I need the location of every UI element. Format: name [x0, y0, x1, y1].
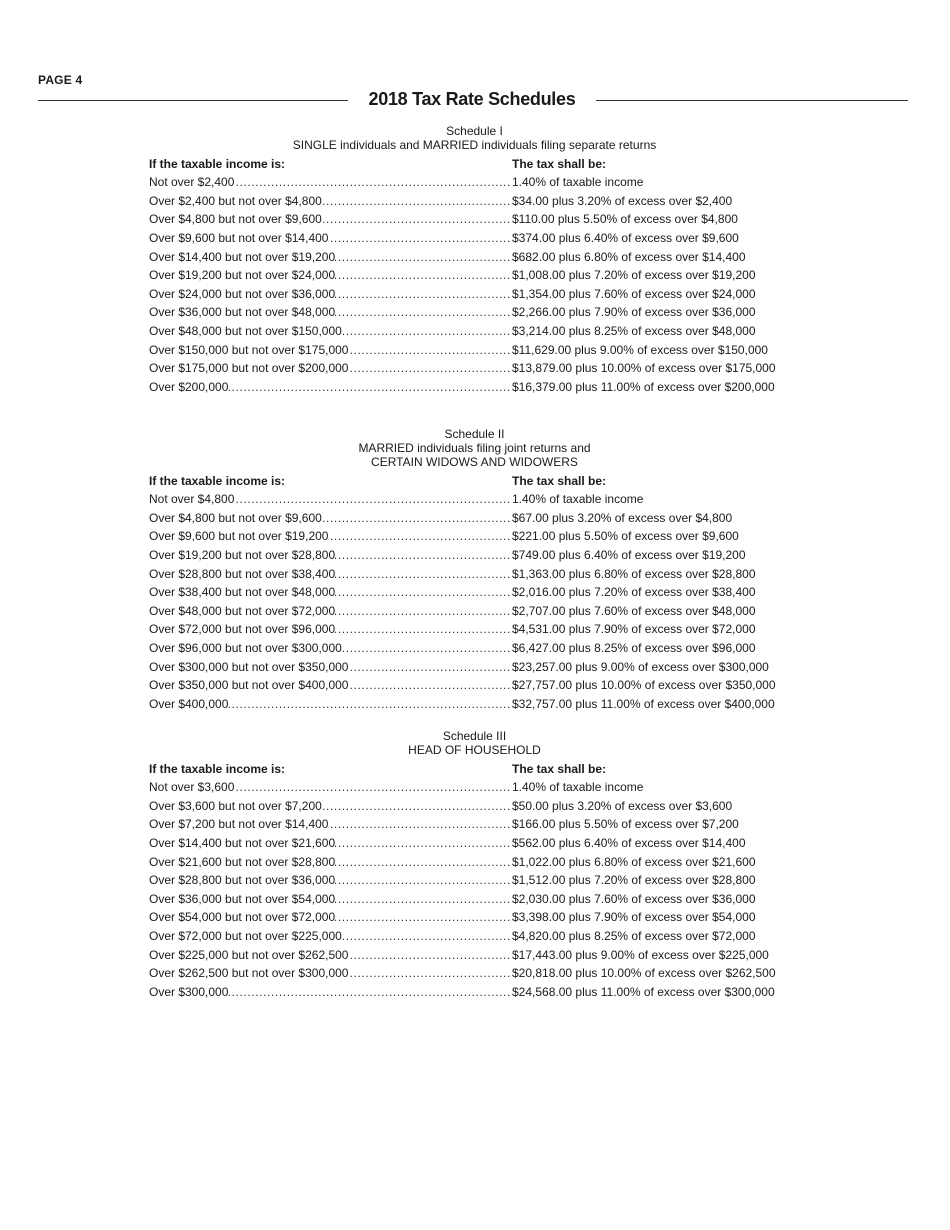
tax-amount: $4,820.00 plus 8.25% of excess over $72,000 [512, 929, 756, 944]
tax-amount: $2,707.00 plus 7.60% of excess over $48,000 [512, 603, 756, 618]
income-bracket: Over $4,800 but not over $9,600 [149, 510, 322, 525]
income-bracket: Over $48,000 but not over $72,000 [149, 603, 336, 618]
table-row [149, 602, 800, 621]
title-rule-right [596, 100, 908, 101]
income-bracket: Over $38,400 but not over $48,000 [149, 585, 336, 600]
schedule-1 [149, 124, 800, 397]
rate-rows [149, 778, 800, 1002]
income-bracket: Over $200,000 [149, 380, 229, 395]
table-row [149, 871, 800, 890]
schedule-name: Schedule II [444, 427, 505, 441]
tax-amount: $27,757.00 plus 10.00% of excess over $350,000 [512, 678, 776, 693]
table-row [149, 527, 800, 546]
table-row [149, 266, 800, 285]
income-bracket: Over $72,000 but not over $225,000 [149, 929, 342, 944]
tax-amount: $2,266.00 plus 7.90% of excess over $36,000 [512, 305, 756, 320]
tax-amount: $1,022.00 plus 6.80% of excess over $21,600 [512, 854, 756, 869]
schedule-subtitle: SINGLE individuals and MARRIED individuals filing separate returns [292, 138, 657, 152]
column-headers [149, 760, 800, 778]
title-rule-left [38, 100, 348, 101]
tax-amount: $6,427.00 plus 8.25% of excess over $96,000 [512, 641, 756, 656]
tax-column-header: The tax shall be: [512, 157, 607, 171]
table-row [149, 676, 800, 695]
income-bracket: Over $350,000 but not over $400,000 [149, 678, 349, 693]
table-row [149, 192, 800, 211]
tax-amount: $16,379.00 plus 11.00% of excess over $200,000 [512, 380, 775, 395]
tax-amount: 1.40% of taxable income [512, 492, 644, 506]
income-bracket: Over $2,400 but not over $4,800 [149, 193, 322, 208]
table-row [149, 890, 800, 909]
schedule-subtitle: MARRIED individuals filing joint returns and [358, 441, 591, 455]
income-bracket: Not over $4,800 [149, 492, 235, 506]
tax-amount: 1.40% of taxable income [512, 175, 644, 189]
tax-amount: $34.00 plus 3.20% of excess over $2,400 [512, 193, 733, 208]
income-bracket: Over $19,200 but not over $28,800 [149, 547, 336, 562]
income-bracket: Over $72,000 but not over $96,000 [149, 622, 336, 637]
page-title: 2018 Tax Rate Schedules [368, 89, 576, 109]
page-label: PAGE 4 [38, 73, 83, 87]
table-row [149, 210, 800, 229]
income-bracket: Over $14,400 but not over $21,600 [149, 835, 336, 850]
income-bracket: Over $300,000 [149, 985, 229, 1000]
income-bracket: Over $175,000 but not over $200,000 [149, 361, 349, 376]
tax-column-header: The tax shall be: [512, 474, 607, 488]
tax-amount: $3,214.00 plus 8.25% of excess over $48,000 [512, 324, 756, 339]
table-row [149, 815, 800, 834]
income-column-header: If the taxable income is: [149, 474, 286, 488]
table-row [149, 583, 800, 602]
table-row [149, 620, 800, 639]
table-row [149, 546, 800, 565]
column-headers [149, 472, 800, 490]
tax-column-header: The tax shall be: [512, 762, 607, 776]
table-row [149, 359, 800, 378]
table-row [149, 964, 800, 983]
table-row [149, 378, 800, 397]
income-bracket: Over $7,200 but not over $14,400 [149, 817, 329, 832]
tax-amount: $374.00 plus 6.40% of excess over $9,600 [512, 230, 739, 245]
table-row [149, 565, 800, 584]
tax-amount: $3,398.00 plus 7.90% of excess over $54,000 [512, 910, 756, 925]
income-bracket: Over $48,000 but not over $150,000 [149, 324, 342, 339]
table-row [149, 983, 800, 1002]
tax-amount: $1,354.00 plus 7.60% of excess over $24,000 [512, 286, 756, 301]
table-row [149, 639, 800, 658]
income-bracket: Over $400,000 [149, 697, 229, 712]
income-bracket: Over $36,000 but not over $48,000 [149, 305, 336, 320]
tax-amount: $23,257.00 plus 9.00% of excess over $300,000 [512, 659, 769, 674]
tax-amount: $2,030.00 plus 7.60% of excess over $36,000 [512, 891, 756, 906]
table-row [149, 778, 800, 797]
income-bracket: Over $9,600 but not over $14,400 [149, 230, 329, 245]
tax-amount: $166.00 plus 5.50% of excess over $7,200 [512, 817, 739, 832]
income-bracket: Over $150,000 but not over $175,000 [149, 342, 349, 357]
income-column-header: If the taxable income is: [149, 762, 286, 776]
table-row [149, 853, 800, 872]
income-bracket: Over $19,200 but not over $24,000 [149, 268, 336, 283]
income-bracket: Over $14,400 but not over $19,200 [149, 249, 336, 264]
tax-amount: $4,531.00 plus 7.90% of excess over $72,000 [512, 622, 756, 637]
schedule-name: Schedule I [446, 124, 503, 138]
income-bracket: Over $54,000 but not over $72,000 [149, 910, 336, 925]
rate-rows [149, 490, 800, 714]
schedule-name: Schedule III [442, 729, 507, 743]
table-row [149, 946, 800, 965]
table-row [149, 229, 800, 248]
income-column-header: If the taxable income is: [149, 157, 286, 171]
tax-amount: $24,568.00 plus 11.00% of excess over $300,000 [512, 985, 775, 1000]
tax-amount: $50.00 plus 3.20% of excess over $3,600 [512, 798, 733, 813]
income-bracket: Over $24,000 but not over $36,000 [149, 286, 336, 301]
table-row [149, 322, 800, 341]
tax-amount: $110.00 plus 5.50% of excess over $4,800 [512, 212, 738, 227]
table-row [149, 908, 800, 927]
tax-amount: $221.00 plus 5.50% of excess over $9,600 [512, 529, 739, 544]
tax-amount: $67.00 plus 3.20% of excess over $4,800 [512, 510, 733, 525]
income-bracket: Over $28,800 but not over $36,000 [149, 873, 336, 888]
tax-amount: $17,443.00 plus 9.00% of excess over $225,000 [512, 947, 769, 962]
tax-amount: $32,757.00 plus 11.00% of excess over $400,000 [512, 697, 775, 712]
tax-amount: $20,818.00 plus 10.00% of excess over $262,500 [512, 966, 776, 981]
table-row [149, 797, 800, 816]
income-bracket: Not over $3,600 [149, 780, 235, 794]
rate-rows [149, 173, 800, 397]
table-row [149, 834, 800, 853]
income-bracket: Over $225,000 but not over $262,500 [149, 947, 349, 962]
table-row [149, 248, 800, 267]
table-row [149, 341, 800, 360]
schedule-2 [149, 427, 800, 714]
title-row [38, 89, 908, 113]
income-bracket: Over $300,000 but not over $350,000 [149, 659, 349, 674]
table-row [149, 658, 800, 677]
table-row [149, 285, 800, 304]
income-bracket: Over $21,600 but not over $28,800 [149, 854, 336, 869]
schedule-subtitle: HEAD OF HOUSEHOLD [408, 743, 541, 757]
table-row [149, 927, 800, 946]
income-bracket: Over $3,600 but not over $7,200 [149, 798, 322, 813]
tax-amount: $11,629.00 plus 9.00% of excess over $150,000 [512, 342, 768, 357]
income-bracket: Over $28,800 but not over $38,400 [149, 566, 336, 581]
tax-amount: $749.00 plus 6.40% of excess over $19,200 [512, 547, 746, 562]
column-headers [149, 155, 800, 173]
tax-amount: $562.00 plus 6.40% of excess over $14,400 [512, 835, 746, 850]
income-bracket: Over $4,800 but not over $9,600 [149, 212, 322, 227]
table-row [149, 695, 800, 714]
table-row [149, 303, 800, 322]
income-bracket: Not over $2,400 [149, 175, 235, 189]
tax-amount: $13,879.00 plus 10.00% of excess over $175,000 [512, 361, 776, 376]
income-bracket: Over $9,600 but not over $19,200 [149, 529, 329, 544]
tax-amount: 1.40% of taxable income [512, 780, 644, 794]
table-row [149, 509, 800, 528]
income-bracket: Over $96,000 but not over $300,000 [149, 641, 342, 656]
tax-amount: $1,008.00 plus 7.20% of excess over $19,200 [512, 268, 756, 283]
tax-amount: $2,016.00 plus 7.20% of excess over $38,400 [512, 585, 756, 600]
table-row [149, 490, 800, 509]
tax-amount: $682.00 plus 6.80% of excess over $14,400 [512, 249, 746, 264]
tax-amount: $1,363.00 plus 6.80% of excess over $28,800 [512, 566, 756, 581]
income-bracket: Over $36,000 but not over $54,000 [149, 891, 336, 906]
income-bracket: Over $262,500 but not over $300,000 [149, 966, 349, 981]
tax-amount: $1,512.00 plus 7.20% of excess over $28,800 [512, 873, 756, 888]
table-row [149, 173, 800, 192]
schedule-3 [149, 729, 800, 1002]
schedule-subtitle-2: CERTAIN WIDOWS AND WIDOWERS [371, 455, 578, 469]
